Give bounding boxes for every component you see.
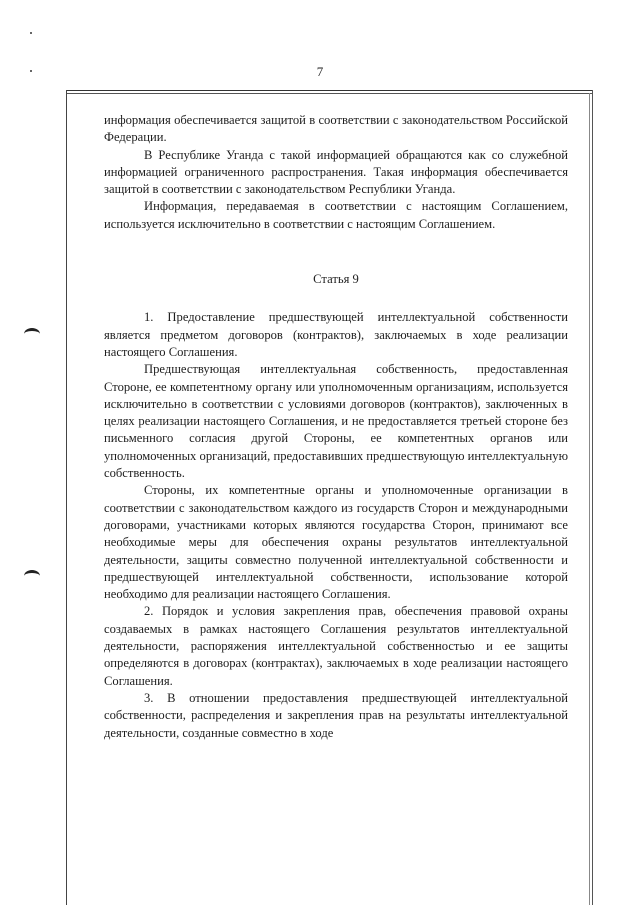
page-frame-left xyxy=(66,90,67,905)
paragraph: Предшествующая интеллектуальная собственность, предоставленная Стороне, ее компетентному органу или уполномоченным организациям, используется исключительно в соответствии с условиями договоров (контрактов), заключенных в целях реализации настоящего Соглашения, и не предоставляется третьей стороне без письменного согласия другой Стороны, ее компетентных органов или уполномоченных организаций, предоставивших предшествующую интеллектуальную собственность. xyxy=(104,362,568,481)
page-number: 7 xyxy=(316,64,324,79)
paragraph: информация обеспечивается защитой в соответствии с законодательством Российской Федерации. xyxy=(104,113,568,145)
scan-speck xyxy=(30,32,32,34)
page-frame-top xyxy=(66,90,592,91)
article-heading: Статья 9 xyxy=(313,272,359,287)
paragraph: В Республике Уганда с такой информацией обращаются как со служебной информацией ограниченного распространения. Такая информация обеспечивается защитой в соответствии с законодательством Республики Уганда. xyxy=(104,147,568,197)
page-frame-top-inner xyxy=(66,93,592,94)
paragraph: 3. В отношении предоставления предшествующей интеллектуальной собственности, распределения и закрепления прав на результаты интеллектуальной деятельности, созданные совместно в ходе xyxy=(104,690,568,740)
punch-hole-mark xyxy=(24,328,40,340)
page-frame-right xyxy=(592,90,593,905)
paragraph: 2. Порядок и условия закрепления прав, обеспечения правовой охраны создаваемых в рамках настоящего Соглашения результатов интеллектуальной деятельности, распоряжения интеллектуальной собственностью и ее защиты определяются в договорах (контрактах), заключаемых в ходе реализации настоящего Соглашения. xyxy=(104,604,568,688)
page-frame-right-inner xyxy=(589,93,590,905)
paragraph: 1. Предоставление предшествующей интеллектуальной собственности является предметом договоров (контрактов), заключаемых в ходе реализации настоящего Соглашения. xyxy=(104,310,568,359)
punch-hole-mark xyxy=(24,570,40,582)
paragraph: Информация, передаваемая в соответствии с настоящим Соглашением, используется исключительно в соответствии с настоящим Соглашением. xyxy=(104,199,568,231)
document-body xyxy=(104,112,568,742)
paragraph: Стороны, их компетентные органы и уполномоченные организации в соответствии с законодательством каждого из государств Сторон и международными договорами, участниками которых являются государства Сторон, принимают все необходимые меры для обеспечения охраны результатов интеллектуальной деятельности, защиты совместно полученной интеллектуальной собственности и предшествующей интеллектуальной собственности, использование которой необходимо для реализации настоящего Соглашения. xyxy=(104,483,568,602)
